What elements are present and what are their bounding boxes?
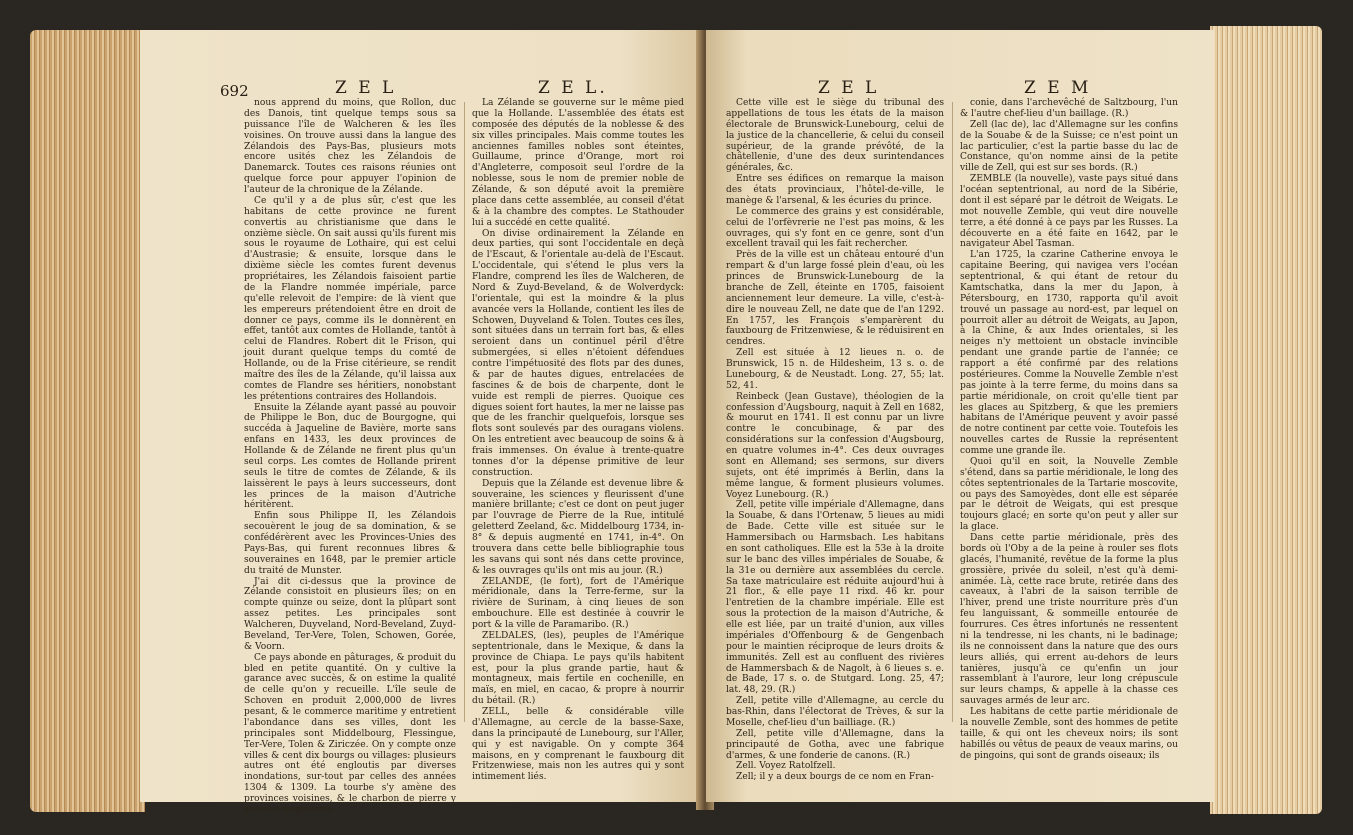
paragraph: nous apprend du moins, que Rollon, duc des Danois, tint quelque temps sous sa puissance l'île de Walcheren & les îles voisines. On trouve aussi dans la langue des Zélandois des Pays-Bas, plusieurs mots encore usités chez les Zélandois de Danemarck. Toutes ces raisons réunies ont quelque force pour appuyer l'opinion de l'auteur de la chronique de la Zélande. xyxy=(244,98,456,195)
column-divider xyxy=(952,102,953,722)
right-page xyxy=(706,30,1214,802)
paragraph: ZEMBLE (la nouvelle), vaste pays situé dans l'océan septentrional, au nord de la Sibérie, dont il est séparé par le détroit de Weigats. Le mot nouvelle Zemble, qui veut dire nouvelle terre, a été donné à ce pays par les Russes. La découverte en a été faite en 1642, par le navigateur Abel Tasman. xyxy=(960,174,1178,250)
page-number: 692 xyxy=(220,82,249,100)
paragraph: ZELANDE, (le fort), fort de l'Amérique méridionale, dans la Terre-ferme, sur la rivière de Surinam, à cinq lieues de son embouchure. Elle est destinée à couvrir le port & la ville de Paramaribo. (R.) xyxy=(472,576,684,630)
paragraph: Zell est située à 12 lieues n. o. de Brunswick, 15 n. de Hildesheim, 13 s. o. de Lunebourg, & de Neustadt. Long. 27, 55; lat. 52, 41. xyxy=(726,348,944,391)
left-column-1 xyxy=(244,98,456,815)
paragraph: Quoi qu'il en soit, la Nouvelle Zemble s'étend, dans sa partie méridionale, le long des côtes septentrionales de la Tartarie moscovite, ou pays des Samoyèdes, dont elle est séparée par le détroit de Weigats, qui est presque toujours glacé; en sorte qu'on peut y aller sur la glace. xyxy=(960,456,1178,533)
paragraph: conie, dans l'archevêché de Saltzbourg, l'un & l'autre chef-lieu d'un baillage. (R.) xyxy=(960,98,1178,119)
paragraph: Zell; il y a deux bourgs de ce nom en Fran- xyxy=(736,772,934,783)
paragraph: Zell, petite ville d'Allemagne, au cercle du bas-Rhin, dans l'électorat de Trèves, & sur la Moselle, chef-lieu d'un bailliage. (R.) xyxy=(726,696,944,728)
right-header-zem: Z E M xyxy=(1024,78,1092,98)
paragraph: On divise ordinairement la Zélande en deux parties, qui sont l'occidentale en deçà de l'Escaut, & l'orientale au-delà de l'Escaut. L'occidentale, qui s'étend le plus vers la Flandre, comprend les îles de Walcheren, de Nord & Zuyd-Beveland, & de Wolverdyck: l'orientale, qui est la moindre & la plus avancée vers la Hollande, contient les îles de Schowen, Duyveland & Tolen. Toutes ces îles, sont situées dans un terrain fort bas, & elles seroient dans un continuel péril d'être submergées, si elles n'étoient défendues contre l'impétuosité des flots par des dunes, & par de hautes digues, entrelacées de fascines & de bois de charpente, dont le vuide est rempli de pierres. Quoique ces digues soient fort hautes, la mer ne laisse pas que de les franchir quelquefois, lorsque ses flots sont soulevés par des ouragans violens. On les entretient avec beaucoup de soins & à frais immenses. On évalue à trente-quatre tonnes d'or la dépense primitive de leur construction. xyxy=(472,228,684,478)
paragraph: Ce qu'il y a de plus sûr, c'est que les habitans de cette province ne furent convertis au christianisme que dans le onzième siècle. On sait aussi qu'ils furent mis sous le royaume de Lothaire, qui est celui d'Austrasie; & ensuite, lorsque dans le dixième siècle les comtes furent devenus propriétaires, les Zélandois faisoient partie de la Flandre nommée impériale, parce qu'elle relevoit de l'empire: de là vient que les empereurs prétendoient être en droit de donner ce pays, comme ils le donnèrent en effet, tantôt aux comtes de Hollande, tantôt à celui de Flandres. Robert dit le Frison, qui jouit durant quelque temps du comté de Hollande, ou de la Frise citérieure, se rendit maître des îles de la Zélande, qu'il laissa aux comtes de Flandre ses héritiers, nonobstant les prétentions contraires des Hollandois. xyxy=(244,195,456,402)
right-header-zel: Z E L xyxy=(818,78,880,98)
paragraph: Les habitans de cette partie méridionale de la nouvelle Zemble, sont des hommes de petite taille, & qui ont les cheveux noirs; ils sont habillés ou vêtus de peaux de veaux marins, ou de pingoins, qui sont de grands oiseaux; ils xyxy=(960,707,1179,761)
paragraph: Ce pays abonde en pâturages, & produit du bled en petite quantité. On y cultive la garance avec succès, & on estime la qualité de celle qu'on y recueille. L'île seule de Schoven en produit 2,000,000 de livres pesant, & le commerce maritime y entretient l'abondance dans ses villes, dont les principales sont Middelbourg, Flessingue, Ter-Vere, Tolen & Ziriczée. On y compte onze villes & cent dix bourgs ou villages: plusieurs autres ont été engloutis par diverses inondations, sur-tout par celles des années 1304 & 1309. La tourbe s'y amène des provinces voisines, & le charbon de pierre y arrive d'Angleterre. xyxy=(244,652,456,815)
left-header-zel-dot: Z E L. xyxy=(538,78,608,98)
paragraph: Zell, petite ville d'Allemagne, dans la principauté de Gotha, avec une fabrique d'armes, & une fonderie de canons. (R.) xyxy=(726,728,944,761)
left-page xyxy=(140,30,704,815)
left-header-zel: Z E L xyxy=(335,78,397,98)
right-column-1 xyxy=(726,98,944,783)
paragraph: Zell, petite ville impériale d'Allemagne, dans la Souabe, & dans l'Ortenaw, 5 lieues au midi de Bade. Cette ville est située sur le Hammersibach ou Harmsbach. Les habitans en sont catholiques. Elle est la 53e à la droite sur le banc des villes impériales de Souabe, & la 31e ou dernière aux assemblées du cercle. Sa taxe matriculaire est réduite aujourd'hui à 21 flor., & elle paye 11 rixd. 46 kr. pour l'entretien de la chambre impériale. Elle est sous la protection de la maison d'Autriche, & elle est liée, par un traité d'union, aux villes impériales d'Offenbourg & de Gengenbach pour le maintien réciproque de leurs droits & immunités. Zell est au confluent des rivières de Hammersbach & de Nagolt, à 6 lieues s. e. de Bade, 17 s. o. de Stutgard. Long. 25, 47; lat. 48, 29. (R.) xyxy=(726,500,944,696)
paragraph: Depuis que la Zélande est devenue libre & souveraine, les sciences y fleurissent d'une manière brillante; c'est ce dont on peut juger par l'ouvrage de Pierre de la Rue, intitulé geletterd Zeeland, &c. Middelbourg 1734, in-8° & depuis augmenté en 1741, in-4°. On trouvera dans cette belle bibliographie tous les savans qui sont nés dans cette province, & les ouvrages qu'ils ont mis au jour. (R.) xyxy=(472,478,684,576)
paragraph: Dans cette partie méridionale, près des bords où l'Oby a de la peine à rouler ses flots glacés, l'humanité, revêtue de la forme la plus grossière, privée du soleil, n'est qu'à demi-animée. Là, cette race brute, retirée dans des caveaux, à l'abri de la saison terrible de l'hiver, prend une triste nourriture près d'un feu languissant, & sommeille entourée de fourrures. Ces êtres infortunés ne ressentent ni la tendresse, ni les chants, ni le badinage; ils ne connoissent dans la nature que des ours leurs alliés, qui errent au-dehors de leurs tanières, jusqu'à ce qu'enfin un jour rassemblant à l'aurore, leur long crépuscule sur leurs champs, & appelle à la chasse ces sauvages armés de leur arc. xyxy=(960,533,1178,707)
right-page-edges xyxy=(1210,26,1322,814)
paragraph: Près de la ville est un château entouré d'un rempart & d'un large fossé plein d'eau, où les princes de Brunswick-Lunebourg de la branche de Zell, éteinte en 1705, faisoient anciennement leur demeure. La ville, c'est-à-dire le nouveau Zell, ne date que de l'an 1292. En 1757, les François s'emparèrent du fauxbourg de Fritzenwiese, & le réduisirent en cendres. xyxy=(726,250,944,348)
left-column-2 xyxy=(472,98,684,783)
paragraph: Zell. Voyez Ratolfzell. xyxy=(736,761,836,772)
paragraph: Entre ses édifices on remarque la maison des états provinciaux, l'hôtel-de-ville, le manège & l'arsenal, & les écuries du prince. xyxy=(726,174,944,206)
paragraph: Le commerce des grains y est considérable, celui de l'orfèvrerie ne l'est pas moins, & les ouvrages, qui s'y font en ce genre, sont d'un excellent travail qui les fait rechercher. xyxy=(726,206,944,250)
right-column-2 xyxy=(960,98,1179,761)
paragraph: J'ai dit ci-dessus que la province de Zélande consistoit en plusieurs îles; on en compte quinze ou seize, dont la plûpart sont assez petites. Les principales sont Walcheren, Duyveland, Nord-Beveland, Zuyd-Beveland, Ter-Vere, Tolen, Schowen, Gorée, & Voorn. xyxy=(244,576,456,652)
paragraph: Enfin sous Philippe II, les Zélandois secouèrent le joug de sa domination, & se confédérèrent avec les Provinces-Unies des Pays-Bas, qui furent reconnues libres & souveraines en 1648, par le premier article du traité de Munster. xyxy=(244,511,456,576)
paragraph: ZELL, belle & considérable ville d'Allemagne, au cercle de la basse-Saxe, dans la principauté de Lunebourg, sur l'Aller, qui y est navigable. On y compte 364 maisons, en y comprenant le fauxbourg dit Fritzenwiese, mais non les autres qui y sont intimement liés. xyxy=(472,707,684,783)
paragraph: Ensuite la Zélande ayant passé au pouvoir de Philippe le Bon, duc de Bourgogne, qui succéda à Jaqueline de Bavière, morte sans enfans en 1433, les deux provinces de Hollande & de Zélande ne firent plus qu'un seul corps. Les comtes de Hollande prirent seuls le titre de comtes de Zélande, & ils laissèrent le pays à leurs successeurs, dont les princes de la maison d'Autriche héritèrent. xyxy=(244,402,456,511)
paragraph: L'an 1725, la czarine Catherine envoya le capitaine Beering, qui navigea vers l'océan septentrional, & qui étant de retour du Kamtschatka, dans la mer du Japon, à Pétersbourg, en 1730, rapporta qu'il avoit trouvé un passage au nord-est, par lequel on pourroit aller au détroit de Weigats, au Japon, à la Chine, & aux Indes orientales, si les neiges n'y mettoient un obstacle invincible pendant une grande partie de l'année; ce rapport a été confirmé par des relations postérieures. Comme la Nouvelle Zemble n'est pas jointe à la terre ferme, du moins dans sa partie méridionale, on croit qu'elle tient par les glaces au Spitzberg, & que les premiers habitans de l'Amérique peuvent y avoir passé de notre continent par cette voie. Toutefois les nouvelles cartes de Russie la représentent comme une grande île. xyxy=(960,250,1178,456)
left-page-edges xyxy=(30,30,145,812)
paragraph: Zell (lac de), lac d'Allemagne sur les confins de la Souabe & de la Suisse; ce n'est point un lac particulier, c'est la partie basse du lac de Constance, qu'on nomme ainsi de la petite ville de Zell, qui est sur ses bords. (R.) xyxy=(960,119,1178,174)
paragraph: Cette ville est le siège du tribunal des appellations de tous les états de la maison électorale de Brunswick-Lunebourg, celui de la justice de la chancellerie, & celui du conseil supérieur, de la grande prévôté, de la châtellenie, d'une des deux surintendances générales, &c. xyxy=(726,98,944,174)
paragraph: Reinbeck (Jean Gustave), théologien de la confession d'Augsbourg, naquit à Zell en 1682, & mourut en 1741. Il est connu par un livre contre le concubinage, & par des considérations sur la confession d'Augsbourg, en quatre volumes in-4°. Ces deux ouvrages sont en Allemand; ses sermons, sur divers sujets, ont été imprimés à Berlin, dans la même langue, & forment plusieurs volumes. Voyez Lunebourg. (R.) xyxy=(726,391,944,500)
column-divider xyxy=(464,102,465,722)
paragraph: La Zélande se gouverne sur le même pied que la Hollande. L'assemblée des états est composée des députés de la noblesse & des six villes principales. Mais comme toutes les anciennes familles nobles sont éteintes, Guillaume, prince d'Orange, mort roi d'Angleterre, composoit seul l'ordre de la noblesse, sous le nom de premier noble de Zélande, & son député avoit la première place dans cette assemblée, au conseil d'état & à la chambre des comptes. Le Stathouder lui a succédé en cette qualité. xyxy=(472,98,684,228)
paragraph: ZELDALES, (les), peuples de l'Amérique septentrionale, dans le Mexique, & dans la province de Chiapa. Le pays qu'ils habitent est, pour la plus grande partie, haut & montagneux, mais fertile en cochenille, en maïs, en miel, en cacao, & propre à nourrir du bétail. (R.) xyxy=(472,630,684,707)
